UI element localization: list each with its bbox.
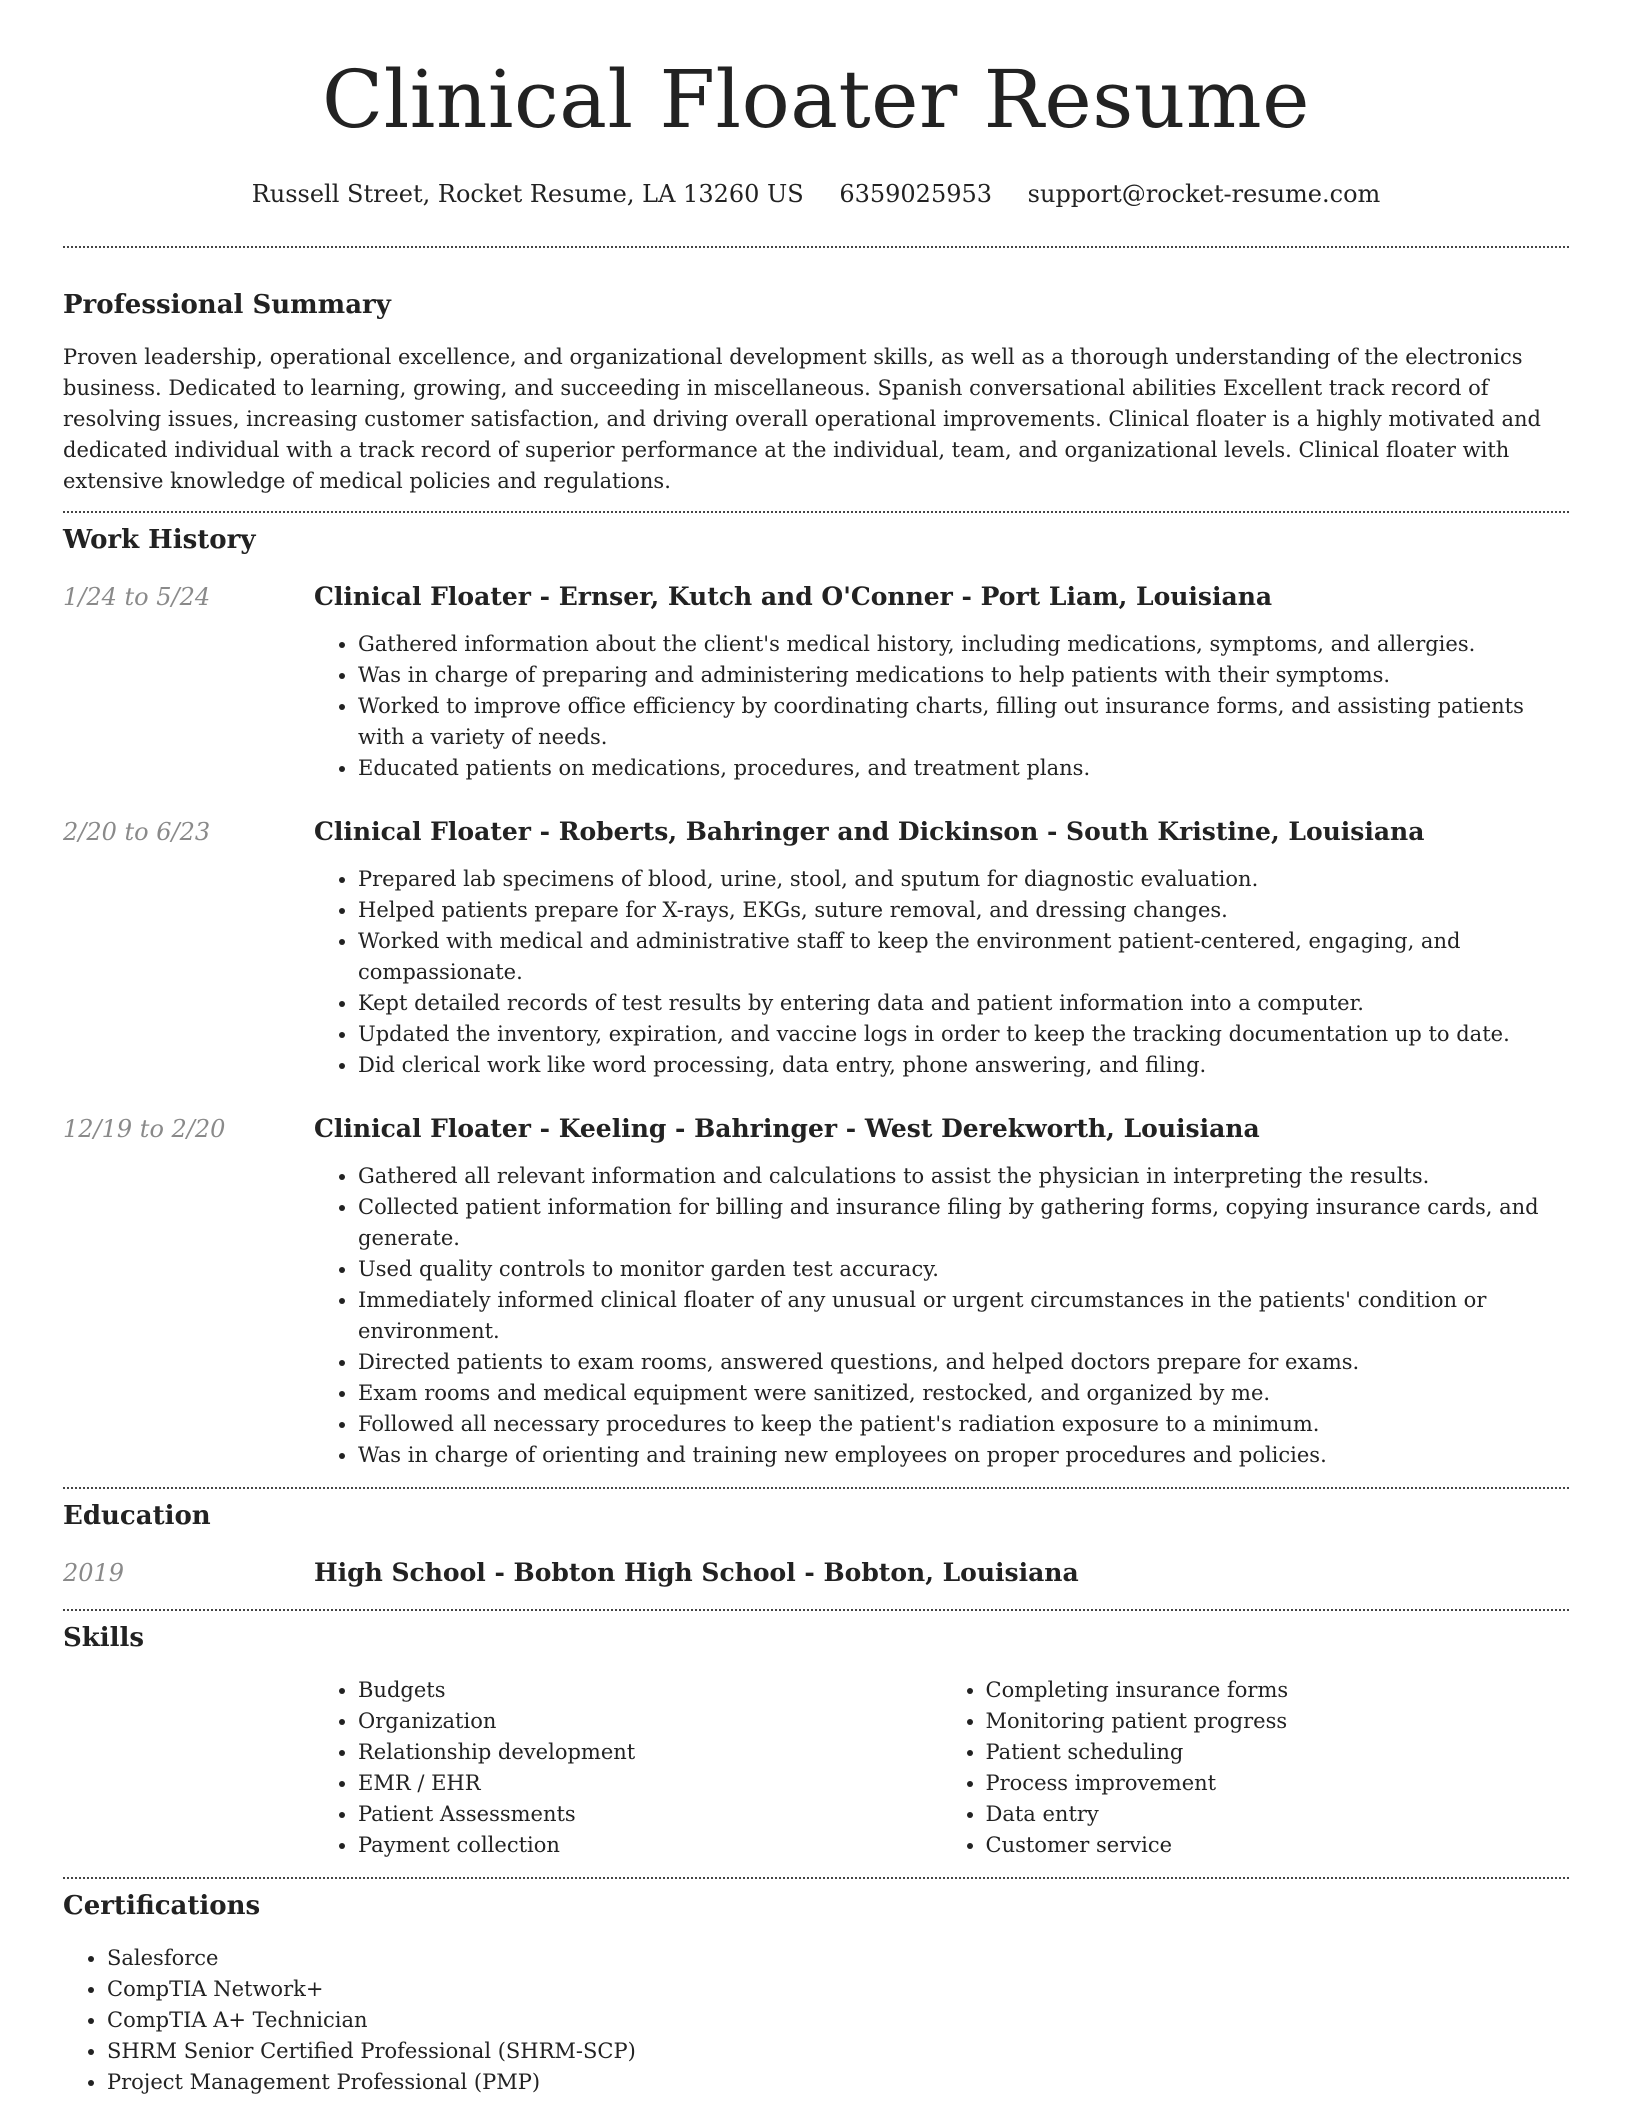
skills-grid	[314, 1675, 1569, 1861]
education-entry	[63, 1557, 1569, 1589]
list-item: • CompTIA Network+	[107, 1974, 1569, 2005]
job-heading: Clinical Floater - Ernser, Kutch and O'Conner - Port Liam, Louisiana	[314, 582, 1273, 611]
resume-title: Clinical Floater Resume	[322, 53, 1310, 146]
list-item: • Data entry	[986, 1799, 1570, 1830]
job-date: 1/24 to 5/24	[63, 583, 211, 611]
list-item: • Followed all necessary procedures to keep the patient's radiation exposure to a minimum.	[358, 1409, 1569, 1440]
list-item: • EMR / EHR	[358, 1768, 942, 1799]
list-item: • Gathered information about the client's medical history, including medications, symptoms, and allergies.	[358, 629, 1569, 660]
list-item: • CompTIA A+ Technician	[107, 2005, 1569, 2036]
job-heading: Clinical Floater - Roberts, Bahringer and Dickinson - South Kristine, Louisiana	[314, 817, 1425, 846]
skills-list-right	[942, 1675, 1570, 1861]
list-item: • Updated the inventory, expiration, and vaccine logs in order to keep the tracking documentation up to date.	[358, 1019, 1569, 1050]
job-body	[314, 816, 1569, 1081]
list-item: • Immediately informed clinical floater of any unusual or urgent circumstances in the patients' condition or environment.	[358, 1285, 1569, 1347]
list-item: • Used quality controls to monitor garden test accuracy.	[358, 1254, 1569, 1285]
education-body	[314, 1557, 1569, 1589]
skills-heading: Skills	[63, 1623, 145, 1653]
list-item: • Process improvement	[986, 1768, 1570, 1799]
list-item: • Monitoring patient progress	[986, 1706, 1570, 1737]
summary-section	[63, 248, 1569, 497]
job-bullets	[314, 1161, 1569, 1471]
work-section	[63, 513, 1569, 1471]
list-item: • Completing insurance forms	[986, 1675, 1570, 1706]
summary-heading: Professional Summary	[63, 290, 391, 320]
list-item: • Was in charge of orienting and training new employees on proper procedures and policies.	[358, 1440, 1569, 1471]
education-heading: Education	[63, 1501, 211, 1531]
certifications-section	[63, 1879, 1569, 2098]
education-section	[63, 1489, 1569, 1589]
list-item: • Worked to improve office efficiency by coordinating charts, filling out insurance forms, and assisting patients with a variety of needs.	[358, 691, 1569, 753]
list-item: • Patient scheduling	[986, 1737, 1570, 1768]
list-item: • Organization	[358, 1706, 942, 1737]
job-entry-1	[63, 581, 1569, 784]
job-entry-3	[63, 1113, 1569, 1471]
list-item: • SHRM Senior Certified Professional (SHRM-SCP)	[107, 2036, 1569, 2067]
contact-address: Russell Street, Rocket Resume, LA 13260 US	[251, 180, 804, 208]
list-item: • Was in charge of preparing and administering medications to help patients with their symptoms.	[358, 660, 1569, 691]
certifications-list	[63, 1943, 1569, 2098]
list-item: • Kept detailed records of test results by entering data and patient information into a computer.	[358, 988, 1569, 1019]
job-heading: Clinical Floater - Keeling - Bahringer - West Derekworth, Louisiana	[314, 1114, 1260, 1143]
list-item: • Worked with medical and administrative staff to keep the environment patient-centered, engaging, and compassionate.	[358, 926, 1569, 988]
education-title: High School - Bobton High School - Bobton, Louisiana	[314, 1558, 1079, 1587]
list-item: • Educated patients on medications, procedures, and treatment plans.	[358, 753, 1569, 784]
list-item: • Salesforce	[107, 1943, 1569, 1974]
job-date: 12/19 to 2/20	[63, 1115, 226, 1143]
job-body	[314, 1113, 1569, 1471]
job-entry-2	[63, 816, 1569, 1081]
list-item: • Relationship development	[358, 1737, 942, 1768]
list-item: • Payment collection	[358, 1830, 942, 1861]
skills-list-left	[314, 1675, 942, 1861]
education-date: 2019	[63, 1559, 125, 1587]
skills-section	[63, 1611, 1569, 1861]
list-item: • Prepared lab specimens of blood, urine, stool, and sputum for diagnostic evaluation.	[358, 864, 1569, 895]
job-bullets	[314, 864, 1569, 1081]
list-item: • Helped patients prepare for X-rays, EKGs, suture removal, and dressing changes.	[358, 895, 1569, 926]
list-item: • Project Management Professional (PMP)	[107, 2067, 1569, 2098]
certifications-heading: Certifications	[63, 1891, 261, 1921]
job-bullets	[314, 629, 1569, 784]
job-body	[314, 581, 1569, 784]
list-item: • Patient Assessments	[358, 1799, 942, 1830]
list-item: • Did clerical work like word processing, data entry, phone answering, and filing.	[358, 1050, 1569, 1081]
list-item: • Gathered all relevant information and calculations to assist the physician in interpreting the results.	[358, 1161, 1569, 1192]
list-item: • Budgets	[358, 1675, 942, 1706]
contact-line	[63, 178, 1569, 210]
contact-email: support@rocket-resume.com	[1027, 180, 1381, 208]
list-item: • Directed patients to exam rooms, answered questions, and helped doctors prepare for exams.	[358, 1347, 1569, 1378]
list-item: • Exam rooms and medical equipment were sanitized, restocked, and organized by me.	[358, 1378, 1569, 1409]
summary-text: Proven leadership, operational excellence, and organizational development skills, as well as a thorough understanding of the electronics business. Dedicated to learning, growing, and succeeding in miscellaneous. Spanish conversational abilities Excellent track record of resolving issues, increasing customer satisfaction, and driving overall operational improvements. Clinical floater is a highly motivated and dedicated individual with a track record of superior performance at the individual, team, and organizational levels. Clinical floater with extensive knowledge of medical policies and regulations.	[63, 345, 1541, 493]
contact-phone: 6359025953	[839, 180, 993, 208]
list-item: • Collected patient information for billing and insurance filing by gathering forms, copying insurance cards, and generate.	[358, 1192, 1569, 1254]
work-heading: Work History	[63, 525, 256, 555]
job-date: 2/20 to 6/23	[63, 818, 211, 846]
list-item: • Customer service	[986, 1830, 1570, 1861]
